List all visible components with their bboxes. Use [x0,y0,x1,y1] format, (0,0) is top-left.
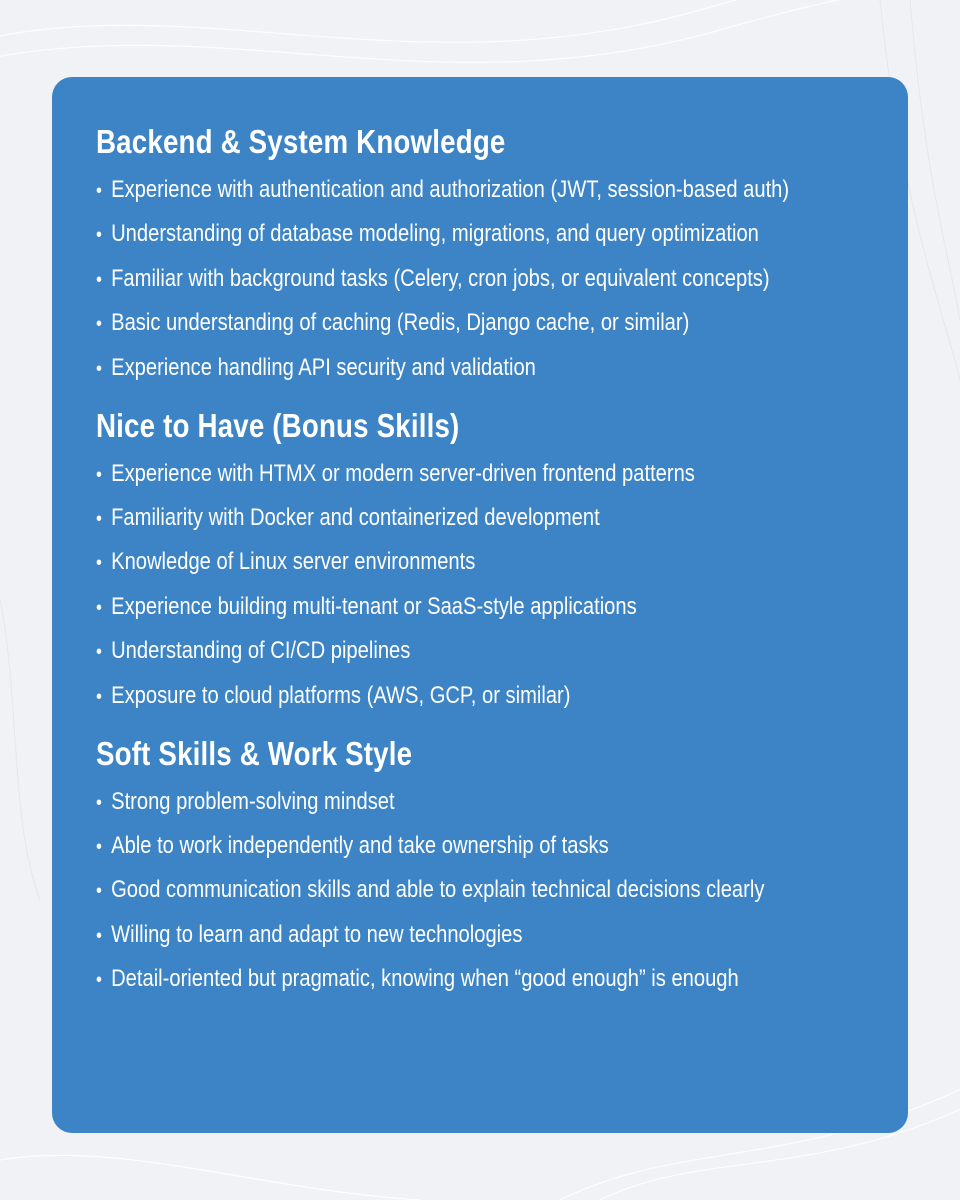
bullet-list [96,787,878,995]
list-item: • Experience handling API security and validation [96,353,753,383]
list-item: • Strong problem-solving mindset [96,787,753,817]
list-item: • Experience building multi-tenant or SaaS-style applications [96,592,753,622]
list-item: • Experience with HTMX or modern server-driven frontend patterns [96,459,753,489]
section-backend [96,121,878,383]
list-item: • Good communication skills and able to explain technical decisions clearly [96,875,753,905]
section-title: Soft Skills & Work Style [96,734,413,772]
list-item: • Experience with authentication and authorization (JWT, session-based auth) [96,175,753,205]
list-item: • Familiar with background tasks (Celery, cron jobs, or equivalent concepts) [96,264,753,294]
list-item: • Able to work independently and take ownership of tasks [96,831,753,861]
list-item: • Exposure to cloud platforms (AWS, GCP, or similar) [96,681,753,711]
list-item: • Understanding of CI/CD pipelines [96,636,753,666]
list-item: • Basic understanding of caching (Redis, Django cache, or similar) [96,308,753,338]
list-item: • Knowledge of Linux server environments [96,547,753,577]
section-title: Backend & System Knowledge [96,123,506,160]
section-soft-skills [96,733,878,995]
list-item: • Willing to learn and adapt to new technologies [96,920,753,950]
bullet-list [96,175,878,383]
section-nice-to-have [96,405,878,711]
list-item: • Familiarity with Docker and containerized development [96,503,753,533]
list-item: • Detail-oriented but pragmatic, knowing when “good enough” is enough [96,964,753,994]
section-title: Nice to Have (Bonus Skills) [96,406,460,444]
skills-card [52,77,908,1133]
list-item: • Understanding of database modeling, migrations, and query optimization [96,219,753,249]
bullet-list [96,459,878,711]
